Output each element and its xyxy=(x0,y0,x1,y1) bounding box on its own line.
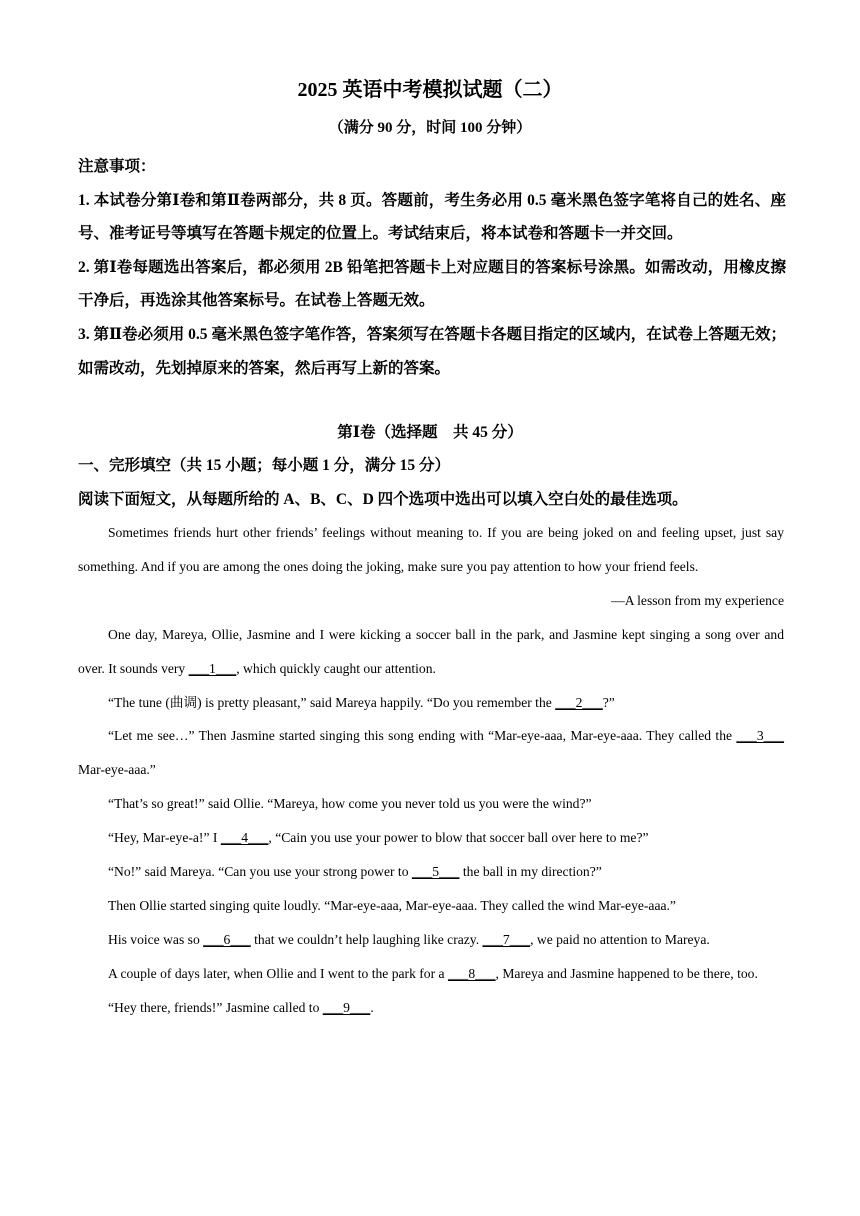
part-title: 一、完形填空（共 15 小题；每小题 1 分，满分 15 分） xyxy=(78,457,451,474)
blank-7: ___7___ xyxy=(482,931,531,947)
passage-paragraph: “That’s so great!” said Ollie. “Mareya, how come you never told us you were the wind?” xyxy=(108,796,592,812)
notes-block xyxy=(78,150,786,385)
passage-paragraph xyxy=(78,923,784,957)
passage-paragraph xyxy=(78,618,784,686)
passage-text: the ball in my direction?” xyxy=(459,864,602,880)
passage-text: Mar-eye-aaa.” xyxy=(78,762,156,778)
exam-subtitle: （满分 90 分，时间 100 分钟） xyxy=(328,120,532,136)
passage-paragraph xyxy=(78,821,784,855)
passage-text: “Hey there, friends!” Jasmine called to xyxy=(108,999,323,1015)
passage-paragraph: Then Ollie started singing quite loudly. “Mar-eye-aaa, Mar-eye-aaa. They called the wind Mar-eye-aaa.” xyxy=(108,897,676,913)
passage-text: , which quickly caught our attention. xyxy=(236,660,436,676)
blank-6: ___6___ xyxy=(203,931,251,947)
passage-text: One day, Mareya, Ollie, Jasmine and I were kicking a soccer ball in the park, and Jasmine kept singing a song over and over. It sounds very xyxy=(78,626,784,676)
passage-text: . xyxy=(370,999,374,1015)
blank-5: ___5___ xyxy=(411,864,460,880)
passage-text: “Hey, Mar-eye-a!” I xyxy=(108,830,221,846)
blank-8: ___8___ xyxy=(447,965,496,981)
exam-title: 2025 英语中考模拟试题（二） xyxy=(297,79,563,101)
passage-intro: Sometimes friends hurt other friends’ feelings without meaning to. If you are being joked on and feeling upset, just say something. And if you are among the ones doing the joking, make sure you pay attention to how your friend feels. xyxy=(78,525,784,574)
note-item-1: 1. 本试卷分第Ⅰ卷和第Ⅱ卷两部分，共 8 页。答题前，考生务必用 0.5 毫米黑色签字笔将自己的姓名、座号、准考证号等填写在答题卡规定的位置上。考试结束后，将本试卷和答题卡一并交回。 xyxy=(78,191,786,243)
passage-text: His voice was so xyxy=(108,931,204,947)
passage-paragraph xyxy=(78,686,784,720)
cloze-passage xyxy=(78,516,784,1025)
passage-text: “The tune (曲调) is pretty pleasant,” said Mareya happily. “Do you remember the xyxy=(108,694,556,710)
blank-3: ___3___ xyxy=(736,728,784,744)
passage-text: ?” xyxy=(602,694,615,710)
passage-paragraph xyxy=(78,855,784,889)
passage-text: that we couldn’t help laughing like crazy. xyxy=(250,931,483,947)
passage-text: “Let me see…” Then Jasmine started singing this song ending with “Mar-eye-aaa, Mar-eye-aaa. They called the xyxy=(108,728,737,744)
passage-signature: —A lesson from my experience xyxy=(611,592,784,608)
instruction: 阅读下面短文，从每题所给的 A、B、C、D 四个选项中选出可以填入空白处的最佳选项。 xyxy=(78,491,688,508)
passage-text: , we paid no attention to Mareya. xyxy=(530,931,710,947)
passage-paragraph xyxy=(78,957,784,991)
passage-text: A couple of days later, when Ollie and I went to the park for a xyxy=(108,965,448,981)
note-item-3: 3. 第Ⅱ卷必须用 0.5 毫米黑色签字笔作答，答案须写在答题卡各题目指定的区域内，在试卷上答题无效；如需改动，先划掉原来的答案，然后再写上新的答案。 xyxy=(78,325,786,377)
section-heading: 第Ⅰ卷（选择题 共 45 分） xyxy=(337,424,523,441)
blank-1: ___1___ xyxy=(188,660,237,676)
passage-paragraph xyxy=(78,719,784,787)
passage-paragraph xyxy=(78,991,784,1025)
note-item-2: 2. 第Ⅰ卷每题选出答案后，都必须用 2B 铅笔把答题卡上对应题目的答案标号涂黑。如需改动，用橡皮擦干净后，再选涂其他答案标号。在试卷上答题无效。 xyxy=(78,258,786,310)
blank-4: ___4___ xyxy=(220,830,269,846)
passage-text: , Mareya and Jasmine happened to be there, too. xyxy=(495,965,758,981)
blank-2: ___2___ xyxy=(555,694,603,710)
passage-text: “No!” said Mareya. “Can you use your strong power to xyxy=(108,864,412,880)
blank-9: ___9___ xyxy=(322,999,371,1015)
passage-text: , “Cain you use your power to blow that soccer ball over here to me?” xyxy=(268,830,649,846)
notes-heading: 注意事项： xyxy=(78,158,156,175)
